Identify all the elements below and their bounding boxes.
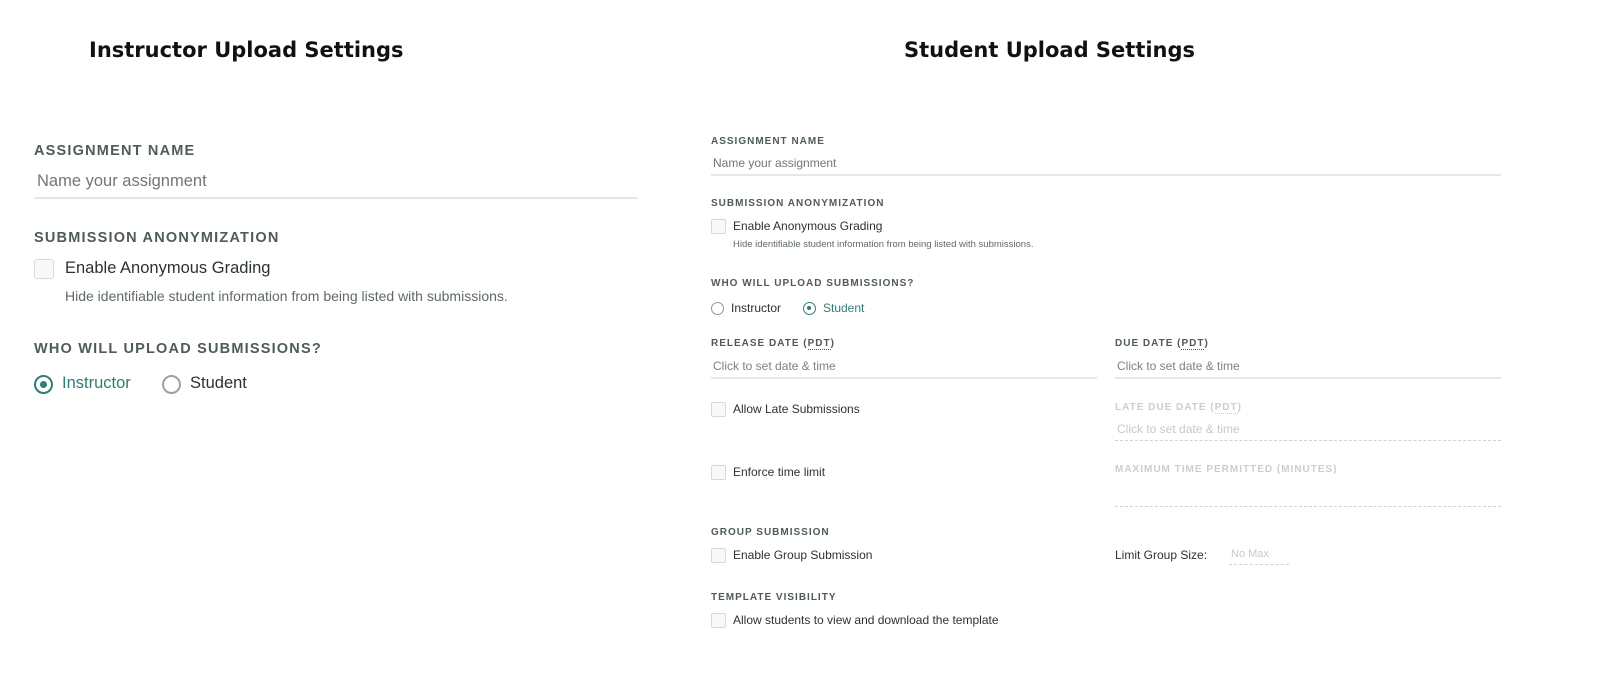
group-submission-text: Enable Group Submission [733, 548, 873, 562]
release-date-input[interactable]: Click to set date & time [711, 359, 1097, 379]
enforce-time-label: Enforce time limit [733, 465, 826, 479]
instructor-panel-title: Instructor Upload Settings [89, 38, 404, 62]
template-visibility-checkbox[interactable] [711, 613, 726, 628]
group-submission-checkbox[interactable] [711, 548, 726, 563]
anonymization-label: SUBMISSION ANONYMIZATION [711, 198, 885, 209]
max-time-input[interactable] [1115, 488, 1501, 507]
who-uploads-label: WHO WILL UPLOAD SUBMISSIONS? [711, 278, 915, 289]
due-date-input[interactable]: Click to set date & time [1115, 359, 1501, 379]
student-panel-title: Student Upload Settings [904, 38, 1196, 62]
limit-group-size-label: Limit Group Size: [1115, 548, 1208, 562]
anonymous-help-text: Hide identifiable student information from being listed with submissions. [733, 239, 1034, 250]
anonymization-label: SUBMISSION ANONYMIZATION [34, 230, 280, 246]
student-radio[interactable] [162, 375, 181, 394]
instructor-radio-label[interactable]: Instructor [731, 301, 782, 315]
release-date-label: RELEASE DATE (PDT) [711, 338, 835, 349]
anonymous-grading-checkbox[interactable] [34, 259, 54, 279]
enforce-time-checkbox[interactable] [711, 465, 726, 480]
due-date-label: DUE DATE (PDT) [1115, 338, 1209, 349]
template-visibility-label: TEMPLATE VISIBILITY [711, 592, 837, 603]
group-submission-label: GROUP SUBMISSION [711, 527, 830, 538]
assignment-name-input[interactable] [34, 172, 638, 199]
instructor-radio-label[interactable]: Instructor [62, 374, 131, 392]
late-due-date-label: LATE DUE DATE (PDT) [1115, 402, 1242, 413]
assignment-name-input[interactable] [711, 156, 1501, 176]
anonymous-grading-label: Enable Anonymous Grading [65, 259, 271, 277]
assignment-name-label: ASSIGNMENT NAME [711, 136, 825, 147]
limit-group-size-input[interactable]: No Max [1229, 548, 1289, 565]
template-visibility-text: Allow students to view and download the template [733, 613, 999, 627]
anonymous-grading-checkbox[interactable] [711, 219, 726, 234]
late-due-date-input[interactable]: Click to set date & time [1115, 422, 1501, 441]
anonymous-grading-label: Enable Anonymous Grading [733, 219, 883, 233]
student-radio-label[interactable]: Student [190, 374, 247, 392]
assignment-name-label: ASSIGNMENT NAME [34, 143, 196, 159]
max-time-label: MAXIMUM TIME PERMITTED (MINUTES) [1115, 464, 1338, 475]
anonymous-help-text: Hide identifiable student information from being listed with submissions. [65, 288, 508, 304]
student-radio[interactable] [803, 302, 816, 315]
allow-late-label: Allow Late Submissions [733, 402, 860, 416]
instructor-radio[interactable] [34, 375, 53, 394]
who-uploads-label: WHO WILL UPLOAD SUBMISSIONS? [34, 341, 322, 357]
student-radio-label[interactable]: Student [823, 301, 865, 315]
instructor-radio[interactable] [711, 302, 724, 315]
allow-late-checkbox[interactable] [711, 402, 726, 417]
